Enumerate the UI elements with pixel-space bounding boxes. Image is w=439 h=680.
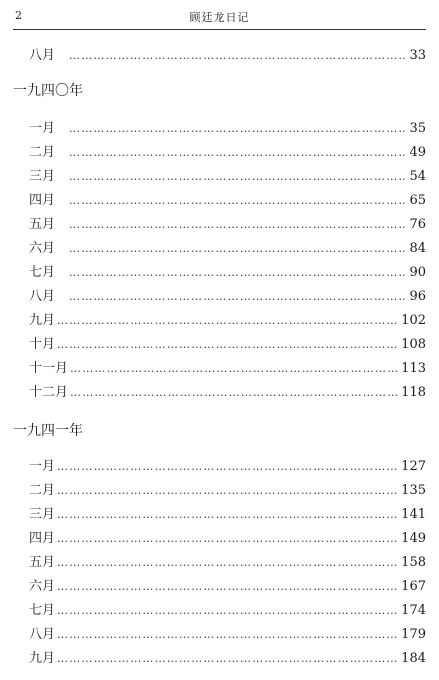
toc-entry-page: 33 [409,48,426,63]
leader-dots [57,508,397,521]
leader-dots [69,146,405,159]
leader-dots [57,580,397,593]
toc-entry-page: 141 [401,507,426,522]
toc-entry-label: 八月 [29,48,56,63]
leader-dots [69,170,405,183]
toc-entry-page: 184 [401,651,426,666]
toc-entry-label: 八月 [29,627,56,642]
toc-entry-label: 三月 [29,507,56,522]
toc-entry[interactable] [29,381,426,401]
toc-entry-page: 84 [409,241,426,256]
toc-entry[interactable] [29,117,426,137]
leader-dots [70,386,397,399]
toc-entry-page: 108 [401,337,426,352]
toc-entry[interactable] [29,333,426,353]
leader-dots [57,532,397,545]
toc-entry-label: 二月 [29,483,56,498]
leader-dots [57,556,397,569]
toc-entry-label: 九月 [29,313,56,328]
leader-dots [57,604,397,617]
toc-entry-label: 八月 [29,289,56,304]
leader-dots [69,242,405,255]
toc-entry-page: 174 [401,603,426,618]
toc-entry[interactable] [29,503,426,523]
leader-dots [69,290,405,303]
toc-entry-label: 四月 [29,193,56,208]
leader-dots [69,266,405,279]
toc-entry-label: 七月 [29,265,56,280]
leader-dots [69,218,405,231]
toc-entry[interactable] [29,189,426,209]
leader-dots [69,49,405,62]
toc-entry-label: 九月 [29,651,56,666]
toc-entry-label: 一月 [29,459,56,474]
toc-entry[interactable] [29,261,426,281]
toc-entry-page: 49 [409,145,426,160]
toc-entry-label: 四月 [29,531,56,546]
toc-entry-page: 127 [401,459,426,474]
toc-entry[interactable] [29,141,426,161]
toc-entry[interactable] [29,357,426,377]
toc-entry-label: 一月 [29,121,56,136]
toc-entry-label: 七月 [29,603,56,618]
toc-entry-label: 十月 [29,337,56,352]
toc-entry[interactable] [29,213,426,233]
toc-entry[interactable] [29,623,426,643]
toc-entry-label: 三月 [29,169,56,184]
toc-entry-page: 90 [409,265,426,280]
header-rule [13,29,426,30]
toc-entry-page: 65 [409,193,426,208]
toc-entry-label: 二月 [29,145,56,160]
leader-dots [57,628,397,641]
toc-entry-label: 五月 [29,217,56,232]
year-heading: 一九四〇年 [13,83,83,99]
toc-entry-page: 118 [401,385,426,400]
toc-entry-page: 54 [409,169,426,184]
toc-entry[interactable] [29,551,426,571]
toc-entry-page: 113 [401,361,426,376]
running-title: 顾廷龙日记 [189,11,250,24]
toc-entry[interactable] [29,455,426,475]
toc-entry[interactable] [29,44,426,64]
leader-dots [70,362,397,375]
leader-dots [69,194,405,207]
toc-entry-label: 五月 [29,555,56,570]
page-number: 2 [15,9,22,22]
toc-entry[interactable] [29,575,426,595]
toc-entry-label: 六月 [29,579,56,594]
leader-dots [57,484,397,497]
toc-entry-page: 149 [401,531,426,546]
toc-entry-label: 十一月 [29,361,69,376]
toc-entry[interactable] [29,309,426,329]
toc-entry-page: 158 [401,555,426,570]
toc-entry-page: 179 [401,627,426,642]
toc-entry-page: 76 [409,217,426,232]
leader-dots [57,314,397,327]
leader-dots [57,338,397,351]
toc-entry-label: 十二月 [29,385,69,400]
toc-entry[interactable] [29,165,426,185]
toc-entry-label: 六月 [29,241,56,256]
leader-dots [57,652,397,665]
toc-entry-page: 102 [401,313,426,328]
leader-dots [69,122,405,135]
toc-entry[interactable] [29,285,426,305]
toc-entry[interactable] [29,599,426,619]
year-heading: 一九四一年 [13,423,83,439]
toc-entry-page: 135 [401,483,426,498]
toc-entry[interactable] [29,647,426,667]
toc-entry-page: 96 [409,289,426,304]
toc-entry-page: 35 [409,121,426,136]
toc-entry[interactable] [29,479,426,499]
toc-entry-page: 167 [401,579,426,594]
leader-dots [57,460,397,473]
toc-entry[interactable] [29,237,426,257]
toc-entry[interactable] [29,527,426,547]
